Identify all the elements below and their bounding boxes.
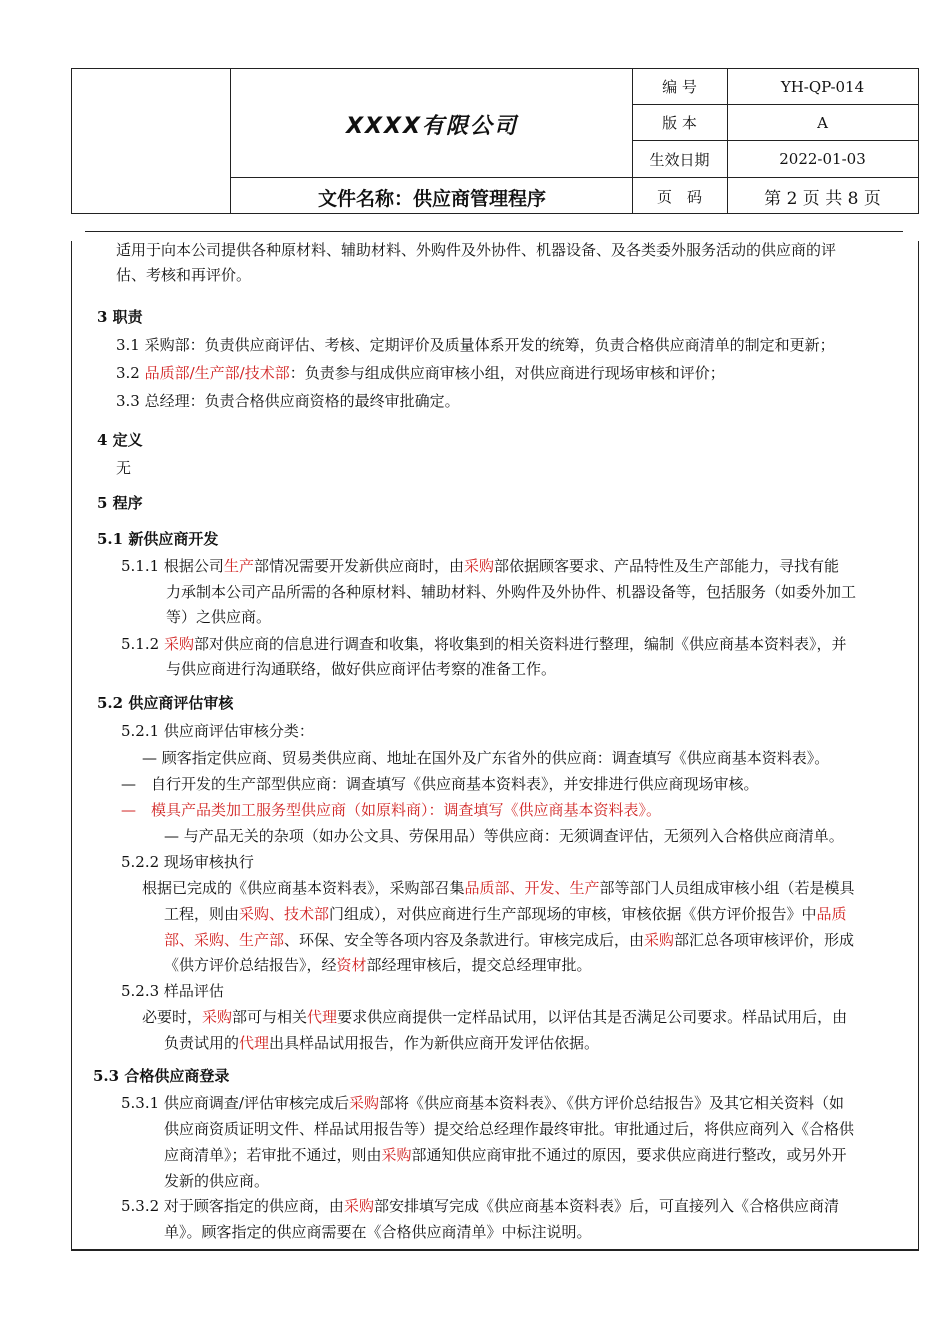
section-heading: 4 定义 xyxy=(97,431,143,449)
clause-line: 与供应商进行沟通联络，做好供应商评估考察的准备工作。 xyxy=(166,660,557,678)
highlight-text: 品质部/生产部/技术部 xyxy=(144,364,290,382)
clause-3-2: 3.2 品质部/生产部/技术部：负责参与组成供应商审核小组，对供应商进行现场审核和评价； xyxy=(116,364,725,382)
category-item: — 与产品无关的杂项（如办公文具、劳保用品）等供应商：无须调查评估，无须列入合格供应商清单。 xyxy=(164,827,844,845)
value-number: YH-QP-014 xyxy=(780,77,865,96)
clause-5-1-1: 5.1.1 根据公司生产部情况需要开发新供应商时，由采购部依据顾客要求、产品特性及生产部能力，寻找有能 xyxy=(121,557,839,575)
scope-text-line: 估、考核和再评价。 xyxy=(116,266,252,284)
clause-5-2-2: 5.2.2 现场审核执行 xyxy=(121,853,254,871)
clause-line: 发新的供应商。 xyxy=(164,1172,270,1190)
subsection-heading: 5.3 合格供应商登录 xyxy=(93,1067,230,1085)
clause-5-2-3: 5.2.3 样品评估 xyxy=(121,982,224,1000)
clause-line: 根据已完成的《供应商基本资料表》，采购部召集品质部、开发、生产部等部门人员组成审核小组（若是模具 xyxy=(142,879,855,897)
header-separator xyxy=(85,231,903,232)
subsection-heading: 5.1 新供应商开发 xyxy=(97,530,219,548)
label-page: 页 码 xyxy=(656,187,702,206)
clause-5-1-2: 5.1.2 采购部对供应商的信息进行调查和收集，将收集到的相关资料进行整理，编制《供应商基本资料表》，并 xyxy=(121,635,847,653)
subsection-heading: 5.2 供应商评估审核 xyxy=(97,694,234,712)
document-title: 文件名称：供应商管理程序 xyxy=(317,187,546,210)
value-effective-date: 2022-01-03 xyxy=(779,150,866,168)
clause-5-3-1: 5.3.1 供应商调查/评估审核完成后采购部将《供应商基本资料表》、《供方评价总结报告》及其它相关资料（如 xyxy=(121,1094,845,1112)
clause-5-2-1: 5.2.1 供应商评估审核分类： xyxy=(121,722,314,740)
company-name: XXXX有限公司 xyxy=(346,113,518,139)
clause-3-1: 3.1 采购部：负责供应商评估、考核、定期评价及质量体系开发的统筹，负责合格供应商清单的制定和更新； xyxy=(116,336,835,354)
clause-line: 必要时，采购部可与相关代理要求供应商提供一定样品试用，以评估其是否满足公司要求。样品试用后，由 xyxy=(142,1008,848,1026)
section-heading: 5 程序 xyxy=(97,494,143,512)
clause-line: 应商清单》；若审批不通过，则由采购部通知供应商审批不通过的原因，要求供应商进行整改，或另外开 xyxy=(164,1146,847,1164)
clause-line: 供应商资质证明文件、样品试用报告等）提交给总经理作最终审批。审批通过后，将供应商列入《合格供 xyxy=(164,1120,855,1138)
clause-line: 力承制本公司产品所需的各种原材料、辅助材料、外购件及外协件、机器设备等，包括服务（如委外加工 xyxy=(166,583,857,601)
clause-3-3: 3.3 总经理：负责合格供应商资格的最终审批确定。 xyxy=(116,392,460,410)
scope-text-line: 适用于向本公司提供各种原材料、辅助材料、外购件及外协件、机器设备、及各类委外服务活动的供应商的评 xyxy=(116,241,837,259)
section-heading: 3 职责 xyxy=(97,308,143,326)
document-header-table xyxy=(71,68,919,214)
clause-line: 工程，则由采购、技术部门组成），对供应商进行生产部现场的审核，审核依据《供方评价报告》中品质 xyxy=(164,905,847,923)
clause-line: 单》。顾客指定的供应商需要在《合格供应商清单》中标注说明。 xyxy=(164,1223,592,1241)
definition-text: 无 xyxy=(116,459,132,477)
clause-line: 负责试用的代理出具样品试用报告，作为新供应商开发评估依据。 xyxy=(164,1034,600,1052)
category-item: — 顾客指定供应商、贸易类供应商、地址在国外及广东省外的供应商：调查填写《供应商基本资料表》。 xyxy=(142,749,830,767)
category-item: — 自行开发的生产部型供应商：调查填写《供应商基本资料表》，并安排进行供应商现场审核。 xyxy=(121,775,759,793)
label-number: 编 号 xyxy=(662,78,697,96)
value-version: A xyxy=(817,113,828,132)
clause-line: 部、采购、生产部、环保、安全等各项内容及条款进行。审核完成后，由采购部汇总各项审核评价，形成 xyxy=(164,931,855,949)
category-item: — 模具产品类加工服务型供应商（如原料商）：调查填写《供应商基本资料表》。 xyxy=(121,801,662,819)
clause-5-3-2: 5.3.2 对于顾客指定的供应商，由采购部安排填写完成《供应商基本资料表》后，可直接列入《合格供应商清 xyxy=(121,1197,839,1215)
clause-line: 《供方评价总结报告》，经资材部经理审核后，提交总经理审批。 xyxy=(164,956,592,974)
label-version: 版 本 xyxy=(662,114,697,132)
label-effective-date: 生效日期 xyxy=(649,150,710,169)
clause-line: 等）之供应商。 xyxy=(166,608,272,626)
value-page: 第 2 页 共 8 页 xyxy=(764,188,881,209)
